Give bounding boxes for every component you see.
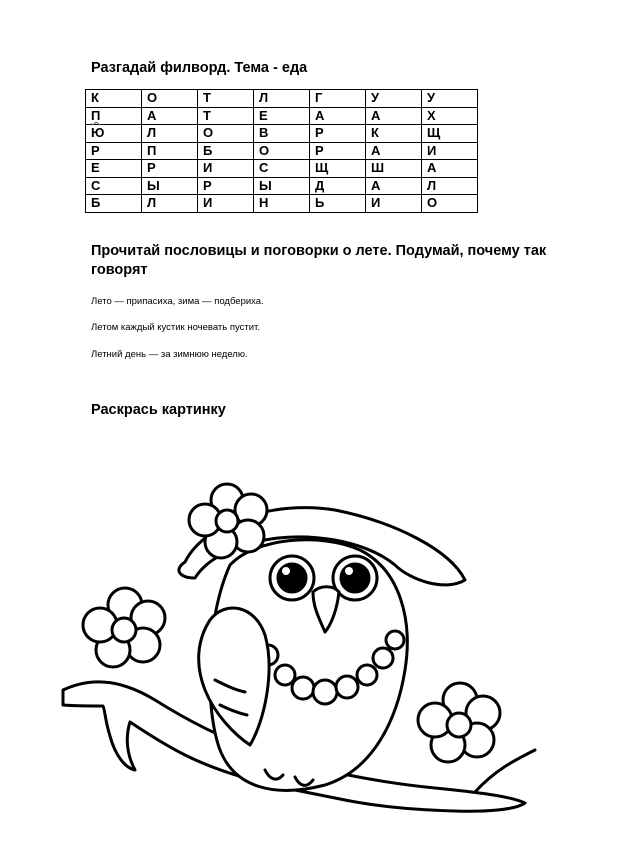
flower-left-icon bbox=[83, 588, 165, 667]
grid-cell: Ь bbox=[310, 195, 366, 213]
grid-cell: А bbox=[366, 107, 422, 125]
grid-cell: Е bbox=[86, 160, 142, 178]
grid-row bbox=[86, 177, 478, 195]
grid-cell: Б bbox=[198, 142, 254, 160]
grid-cell: Д bbox=[310, 177, 366, 195]
grid-cell: У bbox=[366, 90, 422, 108]
grid-cell: Г bbox=[310, 90, 366, 108]
grid-cell: Р bbox=[142, 160, 198, 178]
grid-cell: И bbox=[422, 142, 478, 160]
grid-cell: Л bbox=[142, 125, 198, 143]
grid-cell: Щ bbox=[422, 125, 478, 143]
grid-cell: Б bbox=[86, 195, 142, 213]
grid-cell: А bbox=[142, 107, 198, 125]
grid-cell: И bbox=[366, 195, 422, 213]
grid-cell: О bbox=[254, 142, 310, 160]
grid-cell: А bbox=[366, 142, 422, 160]
grid-cell: О bbox=[142, 90, 198, 108]
grid-cell: В bbox=[254, 125, 310, 143]
grid-cell: Р bbox=[86, 142, 142, 160]
coloring-title: Раскрась картинку bbox=[91, 402, 226, 418]
proverb-item: Лето — припасиха, зима — подбериха. bbox=[91, 296, 264, 307]
grid-cell: Ы bbox=[142, 177, 198, 195]
grid-cell: Т bbox=[198, 90, 254, 108]
grid-cell: Х bbox=[422, 107, 478, 125]
grid-cell: О bbox=[198, 125, 254, 143]
grid-cell: А bbox=[366, 177, 422, 195]
grid-row bbox=[86, 107, 478, 125]
grid-cell: Л bbox=[422, 177, 478, 195]
grid-cell: Е bbox=[254, 107, 310, 125]
proverb-item: Летний день — за зимнюю неделю. bbox=[91, 349, 248, 360]
grid-cell: Р bbox=[198, 177, 254, 195]
owl-wing bbox=[199, 608, 269, 745]
grid-cell: А bbox=[422, 160, 478, 178]
grid-cell: У bbox=[422, 90, 478, 108]
word-search-grid bbox=[85, 89, 478, 213]
grid-cell: Л bbox=[142, 195, 198, 213]
grid-cell: Т bbox=[198, 107, 254, 125]
grid-cell: А bbox=[310, 107, 366, 125]
grid-cell: К bbox=[86, 90, 142, 108]
grid-row bbox=[86, 125, 478, 143]
grid-row bbox=[86, 160, 478, 178]
grid-row bbox=[86, 195, 478, 213]
grid-cell: О bbox=[422, 195, 478, 213]
grid-cell: Щ bbox=[310, 160, 366, 178]
grid-cell: Ш bbox=[366, 160, 422, 178]
grid-cell: Ю bbox=[86, 125, 142, 143]
owl-in-hat-on-branch-coloring-icon bbox=[55, 470, 555, 840]
proverb-item: Летом каждый кустик ночевать пустит. bbox=[91, 322, 260, 333]
grid-cell: Р bbox=[310, 142, 366, 160]
proverbs-title: Прочитай пословицы и поговорки о лете. Подумай, почему так говорят bbox=[91, 243, 547, 278]
grid-row bbox=[86, 142, 478, 160]
grid-cell: С bbox=[86, 177, 142, 195]
grid-cell: Р bbox=[310, 125, 366, 143]
puzzle-title: Разгадай филворд. Тема - еда bbox=[91, 60, 308, 76]
grid-cell: К bbox=[366, 125, 422, 143]
grid-row bbox=[86, 90, 478, 108]
grid-cell: П bbox=[86, 107, 142, 125]
grid-cell: Ы bbox=[254, 177, 310, 195]
grid-cell: И bbox=[198, 160, 254, 178]
flower-right-icon bbox=[418, 683, 500, 762]
grid-cell: С bbox=[254, 160, 310, 178]
grid-cell: Н bbox=[254, 195, 310, 213]
grid-cell: Л bbox=[254, 90, 310, 108]
grid-cell: П bbox=[142, 142, 198, 160]
grid-cell: И bbox=[198, 195, 254, 213]
